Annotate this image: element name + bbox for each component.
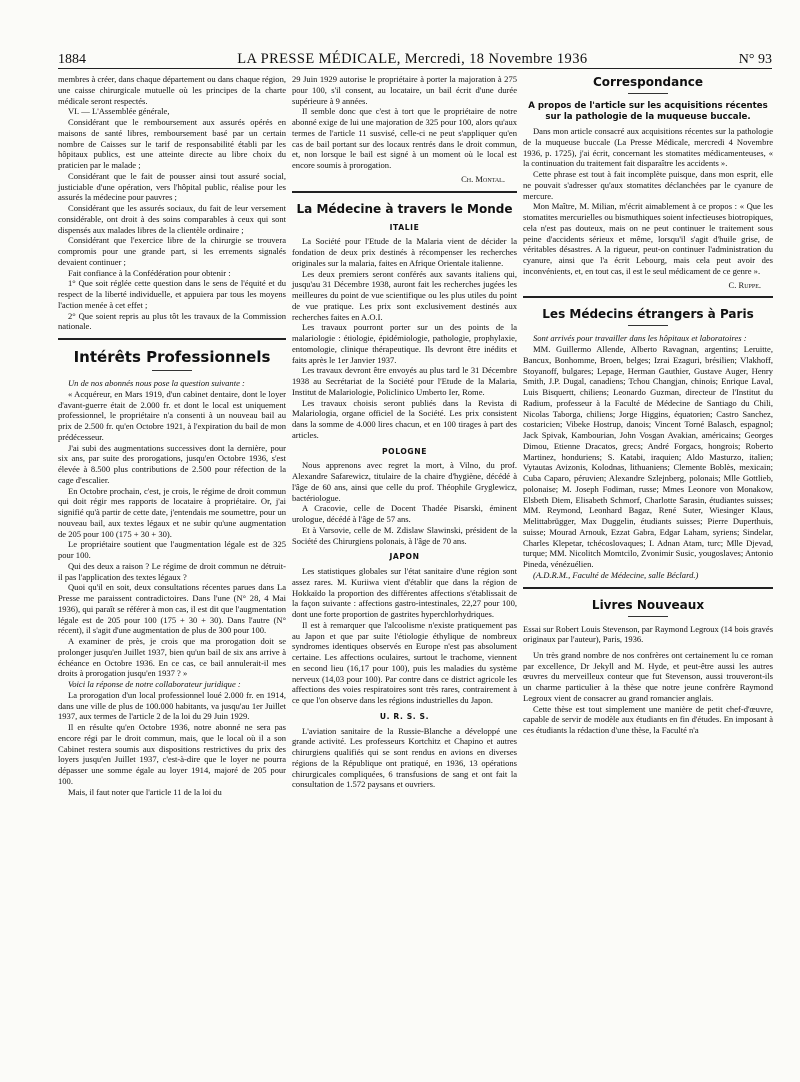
column-3	[523, 74, 773, 736]
paragraph: Fait confiance à la Confédération pour obtenir :	[68, 267, 231, 278]
country-heading-pologne: POLOGNE	[381, 446, 428, 456]
publication-title: LA PRESSE MÉDICALE, Mercredi, 18 Novembre 1936	[237, 51, 588, 67]
paragraph: Il semble donc que c'est à tort que le propriétaire de notre abonné exige de lui une majoration de 325 pour 100, alors qu'aux termes de l'article 11 susvisé, celle-ci ne peut s'appliquer qu'en cas de bail portant sur des locaux rentrés dans le droit commun, et, non lorsque le bail est signé à un moment où le local est encore soumis à prorogation.	[292, 106, 517, 170]
section-divider	[523, 296, 773, 298]
paragraph: Mon Maître, M. Milian, m'écrit aimablement à ce propos : « Que les stomatites mercurielles ou bismuthiques soient infectieuses biotropiques, cela n'est pas douteux, mais on ne peut continuer le traitement sous peine d'accidents sérieux et même, lorsqu'il s'agit d'huile grise, de véritables désastres. A la rigueur, peut-on continuer l'administration du cyanure, ainsi que l'a écrit Lebourg, mais cela peut avoir des inconvénients, et, en tout cas, il est le seul médicament de ce genre ».	[523, 201, 773, 276]
paragraph: Mais, il faut noter que l'article 11 de la loi du	[68, 786, 222, 797]
page-header	[58, 44, 772, 69]
signature: Ch. Montal.	[461, 173, 505, 184]
paragraph: Dans mon article consacré aux acquisitions récentes sur la pathologie de la muqueuse buccale (La Presse Médicale, mercredi 4 Novembre 1936, p. 1725), j'ai écrit, concernant les stomatites médicamenteuses, « la continuation du traitement fait disparaître les accidents ».	[523, 126, 773, 169]
book-title: Essai sur Robert Louis Stevenson, par Raymond Legroux (14 bois gravés originaux par l'auteur), Paris, 1936.	[523, 623, 773, 645]
paragraph: MM. Guillermo Allende, Alberto Ravagnan, argentins; Leruitte, Bancux, Bonhomme, Broen, belges; Izrai Ezaguri, brésilien; Vlakhoff, Stoyanoff, bulgares; Lepage, Herman Gauthier, Gustave Auger, Henry Smith, J.P. Dugal, canadiens; Tchou Changjan, chinois; Enrique Laval, Luis Bisquertt, chiliens; Leonardo Guzman, directeur de l'Institut du Radium, professeur à la Faculté de Médecine de Santiago du Chili, Nicolas Taborga, chiliens; Jorge Higgins, équatorien; Castro Sanchez, costaricien; Vibeke Hostrup, danois; Vincent Torné Balasch, espagnol; Jack Spivak, Kambourian, John Vosgan Avakian, américains; Georges Dimou, Etienne Dracatos, grecs; André Forgacs, hongrois; Roberto Martinez, honduriens; S. Katabi, iraquien; Aldo Masturzo, italien; Vytautas Avizonis, Kolodnas, lithuaniens; Clemente Boblès, mexicain; Cuba Caparo, péruvien; Alexandre Szlejnberg, polonais; Mlle Gottlieb, polonaise; M. Joseph Fodiman, russe; Mmes Leonore von Monakow, Elsbeth Diem, Elisabeth Schmorf, Charlotte Sarasin, étudiantes suisses; MM. Reymond, Leonhard Bagaz, René Suter, Wiesinger Klaus, Melittabrügger, Max Duggelin, étudiants suisses; Pierre Duperthuis, suisse; Mourad Arnouk, Ezzat Gabra, Edgar Laham, syriens; Sindelar, Charles Klepetar, tchécoslovaques; I. Adnan Atam, turc; Mlle Djevad, turque; MM. Nicolitch Momtcilo, Zvonimir Susic, yougoslaves; Antonio Pineda, vénézuélien.	[523, 344, 773, 569]
section-heading: Intérêts Professionnels	[73, 348, 271, 366]
paragraph: Cette thèse est tout simplement une manière de petit chef-d'œuvre, capable de servir de modèle aux étudiants en fin d'études. En imposant à ces étudiants la rédaction d'une thèse, la Faculté n'a	[523, 703, 773, 736]
section-heading: Livres Nouveaux	[591, 597, 705, 612]
paragraph: A Cracovie, celle de Docent Thadée Pisarski, éminent urologue, décédé à l'âge de 57 ans.	[292, 503, 517, 524]
heading-rule	[628, 616, 668, 617]
section-divider	[292, 191, 517, 193]
paragraph: membres à créer, dans chaque département ou dans chaque région, une caisse chirurgicale mutuelle où les principes de la charte médicale seront respectés.	[58, 74, 286, 106]
question-intro: Un de nos abonnés nous pose la question suivante :	[68, 378, 245, 388]
heading-rule	[628, 325, 668, 326]
paragraph: Il en résulte qu'en Octobre 1936, notre abonné ne sera pas encore régi par le droit commun, mais, que le local où il a son Cabinet restera soumis aux dispositions restrictives du prix des loyers jusqu'en Juillet 1937, c'est-à-dire que le loyer ne pourra dépasser une somme égale au loyer 1914, majoré de 205 pour 100.	[58, 722, 286, 786]
paragraph: Les statistiques globales sur l'état sanitaire d'une région sont assez rares. M. Kuriiwa vient d'établir que dans la région de Hokkaïdo la proportion des différentes affections s'établissait de la façon suivante : affections gastro-intestinales, 22,27 pour 100, dont une forte proportion de gastrites hyperchlorhydriques.	[292, 566, 517, 619]
paragraph: Et à Varsovie, celle de M. Zdislaw Slawinski, président de la Société des Chirurgiens polonais, à l'âge de 70 ans.	[292, 524, 517, 546]
paragraph: A examiner de près, je crois que ma prorogation doit se prolonger jusqu'en Juillet 1937, bien qu'un bail de six ans arrive à échéance en Octobre 1936. En ce cas, ce bail annulerait-il mes droits à prorogation jusqu'en 1937 ? »	[58, 636, 286, 679]
signature: C. Ruppe.	[728, 279, 761, 290]
paragraph: Considérant que l'exercice libre de la chirurgie se trouvera compromis pour une grande part, si les errements signalés devaient continuer ;	[58, 235, 286, 267]
paragraph: En Octobre prochain, c'est, je crois, le régime de droit commun qui doit régir mes rapports de locataire à propriétaire. Or, j'ai signifié qu'à partir de cette date, j'entendais me soumettre, pour un nouveau bail, aux textes légaux et ne subir qu'une augmentation de 205 pour 100 (175 + 30 + 30).	[58, 485, 286, 539]
paragraph: La Société pour l'Etude de la Malaria vient de décider la fondation de deux prix destinés à récompenser les recherches originales sur la malaria, faites en Afrique Orientale italienne.	[292, 236, 517, 268]
paragraph: 29 Juin 1929 autorise le propriétaire à porter la majoration à 275 pour 100, s'il consent, au locataire, un bail écrit d'une durée supérieure à 9 années.	[292, 74, 517, 106]
section-heading: Correspondance	[592, 75, 704, 89]
paragraph: « Acquéreur, en Mars 1919, d'un cabinet dentaire, dont le loyer d'avant-guerre était de 2.000 fr. et dont le local est uniquement professionnel, le propriétaire n'a consenti à un nouveau bail au prix de 2.500 fr. qu'en Octobre 1921, à l'expiration du bail de mon prédécesseur.	[58, 388, 286, 442]
country-heading-japon: JAPON	[389, 552, 420, 562]
section-heading: La Médecine à travers le Monde	[296, 201, 513, 216]
paragraph: Les travaux devront être envoyés au plus tard le 31 Décembre 1938 au Secrétariat de la Société pour l'Etude de la Malaria, Institut de Malariologie, Policlinico Umberto Ier, Rome.	[292, 365, 517, 397]
paragraph: Les deux premiers seront conférés aux savants italiens qui, jusqu'au 31 Décembre 1938, auront fait les recherches jugées les meilleures du point de vue scientifique ou les plus utiles du point de vue pratique. Les prix sont exclusivement destinés aux recherches faites en A.O.I.	[292, 268, 517, 322]
paragraph: 1° Que soit réglée cette question dans le sens de l'équité et du respect de la liberté individuelle, et appuiera par tous les moyens l'action menée à cet effet ;	[58, 278, 286, 310]
paragraph: Considérant que le remboursement aux assurés opérés en maisons de santé libres, remboursement basé par un certain nombre de Caisses sur le tarif de responsabilité établi par les hôpitaux publics, est une atteinte directe au libre choix du praticien par le malade ;	[58, 117, 286, 170]
section-divider	[58, 338, 286, 340]
paragraph: Qui des deux a raison ? Le régime de droit commun ne détruit-il pas l'application des textes légaux ?	[58, 560, 286, 582]
paragraph: J'ai subi des augmentations successives dont la dernière, pour six ans, par suite des prorogations, jusqu'en Octobre 1936, s'est élevée à 8.500 plus contributions de 2.500 pour réfection de la cage d'escalier.	[58, 442, 286, 485]
paragraph: Considérant que le fait de pousser ainsi tout assuré social, justiciable d'une opération, vers l'hôpital public, réalise pour les assurés la médecine pour pauvres ;	[58, 170, 286, 203]
paragraph: L'aviation sanitaire de la Russie-Blanche a développé une grande activité. Les professeurs Kortchitz et Chapino et autres chirurgiens qualifiés qui se sont rendus en avions en diverses régions de la République ont pratiqué, en 1936, 13 opérations chirurgicales compliquées, 6 transfusions de sang et ont fait la consultation de 1.572 paysans et ouvriers.	[292, 725, 517, 790]
paragraph: Les travaux pourront porter sur un des points de la malariologie : étiologie, épidémiologie, pathologie, prophylaxie, entomologie, clinique thérapeutique. Ils devront être inédits et faits après le 1er Janvier 1937.	[292, 322, 517, 365]
heading-rule	[152, 370, 192, 371]
paragraph: Cette phrase est tout à fait incomplète puisque, dans mon esprit, elle ne pouvait s'adresser qu'aux stomatites déclanchées par le cyanure de mercure.	[523, 169, 773, 201]
column-2	[292, 74, 517, 790]
paragraph: Quoi qu'il en soit, deux consultations récentes parues dans La Presse me paraissent contradictoires. Dans l'une (N° 28, 4 Mai 1936), qui paraît se référer à mon cas, il est dit que l'augmentation légale est de 205 pour 100 (175 + 30 + 30). Dans l'autre (N° récent), il s'agit d'une augmentation de plus de 300 pour 100.	[58, 582, 286, 636]
paragraph: Il est à remarquer que l'alcoolisme n'existe pratiquement pas au Japon et que par suite l'étiologie éthylique de nombreux syndromes identiques observés en Europe n'est pas absolument certaine. Les affections oculaires, surtout le trachome, viennent en second lieu (16,17 pour 100), puis les maladies du système nerveux (14,03 pour 100). Par contre dans ce district agricole les affections des voies respiratoires sont très rares, contrairement à ce que l'on observe dans les régions industrielles du Japon.	[292, 619, 517, 705]
paragraph: VI. — L'Assemblée générale,	[68, 106, 170, 117]
paragraph: Sont arrivés pour travailler dans les hôpitaux et laboratoires :	[533, 333, 747, 344]
paragraph: Les travaux choisis seront publiés dans la Revista di Malariologia, organe officiel de la Société. Les prix consistent dans la somme de 4.000 lires chacun, et en 100 tirages à part des articles.	[292, 397, 517, 440]
country-heading-italie: ITALIE	[389, 222, 420, 232]
paragraph: Nous apprenons avec regret la mort, à Vilno, du prof. Alexandre Safarewicz, titulaire de la chaire d'hygiène, décédé à l'âge de 60 ans, ainsi que celle du prof. Théophile Gryglewicz, bactériologue.	[292, 460, 517, 503]
paragraph: 2° Que soient repris au plus tôt les travaux de la Commission nationale.	[58, 310, 286, 332]
page-number: 1884	[58, 52, 86, 67]
section-divider	[523, 587, 773, 589]
paragraph: Le propriétaire soutient que l'augmentation légale est de 325 pour 100.	[58, 539, 286, 560]
answer-intro: Voici la réponse de notre collaborateur juridique :	[68, 679, 241, 689]
column-1	[58, 74, 286, 797]
paragraph: La prorogation d'un local professionnel loué 2.000 fr. en 1914, dans une ville de plus de 100.000 habitants, va jusqu'au 1er Juillet 1937, aux termes de l'article 2 de la loi du 29 Juin 1929.	[58, 689, 286, 722]
source-note: (A.D.R.M., Faculté de Médecine, salle Béclard.)	[533, 569, 699, 580]
issue-number: N° 93	[738, 52, 772, 67]
section-heading: Les Médecins étrangers à Paris	[542, 307, 754, 322]
paragraph: Un très grand nombre de nos confrères ont certainement lu ce roman par excellence, Dr Jekyll and M. Hyde, et peut-être aussi les autres œuvres du merveilleux conteur que fut Stevenson, aussi trouveront-ils un charme particulier à la thèse que notre jeune confrère Raymond Legroux vient de consacrer au grand romancier anglais.	[523, 649, 773, 703]
heading-rule	[628, 93, 668, 94]
country-heading-urss: U. R. S. S.	[379, 711, 430, 721]
paragraph: Considérant que les assurés sociaux, du fait de leur versement considérable, ont droit à des soins comparables à ceux qui sont dispensés aux malades libres de la clientèle ordinaire ;	[58, 203, 286, 235]
article-subheading: A propos de l'article sur les acquisitions récentes sur la pathologie de la muqueuse buccale.	[528, 101, 768, 122]
